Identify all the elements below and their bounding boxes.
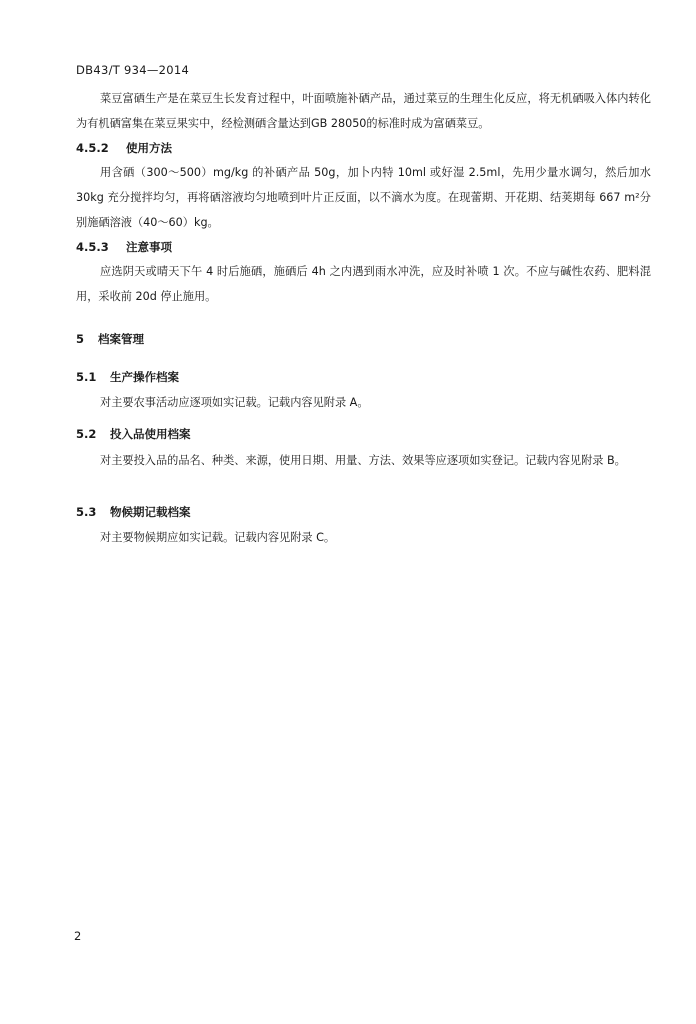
section-heading-5	[76, 331, 144, 347]
section-text-5-1: 对主要农事活动应逐项如实记载。记载内容见附录 A。	[100, 396, 369, 409]
section-title: 注意事项	[126, 240, 172, 254]
section-title: 物候期记载档案	[110, 505, 191, 519]
section-number: 5.2	[76, 427, 97, 441]
section-number: 4.5.2	[76, 141, 109, 155]
section-heading-5-1	[76, 369, 179, 385]
section-heading-5-3	[76, 504, 191, 520]
section-title: 投入品使用档案	[110, 427, 191, 441]
intro-paragraph: 菜豆富硒生产是在菜豆生长发育过程中，叶面喷施补硒产品，通过菜豆的生理生化反应，将无机硒吸入体内转化为有机硒富集在菜豆果实中，经检测硒含量达到GB 28050的标准时成为富硒菜豆。	[76, 92, 651, 130]
section-text-5-2: 对主要投入品的品名、种类、来源，使用日期、用量、方法、效果等应逐项如实登记。记载内容见附录 B。	[100, 454, 626, 467]
section-number: 5.3	[76, 505, 97, 519]
section-heading-4-5-2	[76, 140, 172, 156]
section-number: 5	[76, 332, 85, 346]
document-code: DB43/T 934—2014	[76, 63, 190, 77]
section-text-4-5-3: 应选阴天或晴天下午 4 时后施硒，施硒后 4h 之内遇到雨水冲洗，应及时补喷 1 次。不应与碱性农药、肥料混用，采收前 20d 停止施用。	[76, 265, 651, 303]
section-title: 生产操作档案	[110, 370, 179, 384]
section-heading-5-2	[76, 426, 191, 442]
section-text-4-5-2: 用含硒（300～500）mg/kg 的补硒产品 50g，加卜内特 10ml 或好湿 2.5ml，先用少量水调匀，然后加水 30kg 充分搅拌均匀，再将硒溶液均匀地喷到叶片正反面，以不滴水为度。在现蕾期、开花期、结荚期每 667 m²分别施硒溶液（40～60）kg。	[76, 166, 651, 229]
section-number: 5.1	[76, 370, 97, 384]
section-title: 使用方法	[126, 141, 172, 155]
section-number: 4.5.3	[76, 240, 109, 254]
section-title: 档案管理	[98, 332, 144, 346]
section-heading-4-5-3	[76, 239, 172, 255]
section-text-5-3: 对主要物候期应如实记载。记载内容见附录 C。	[100, 531, 336, 544]
page-number: 2	[74, 929, 82, 943]
